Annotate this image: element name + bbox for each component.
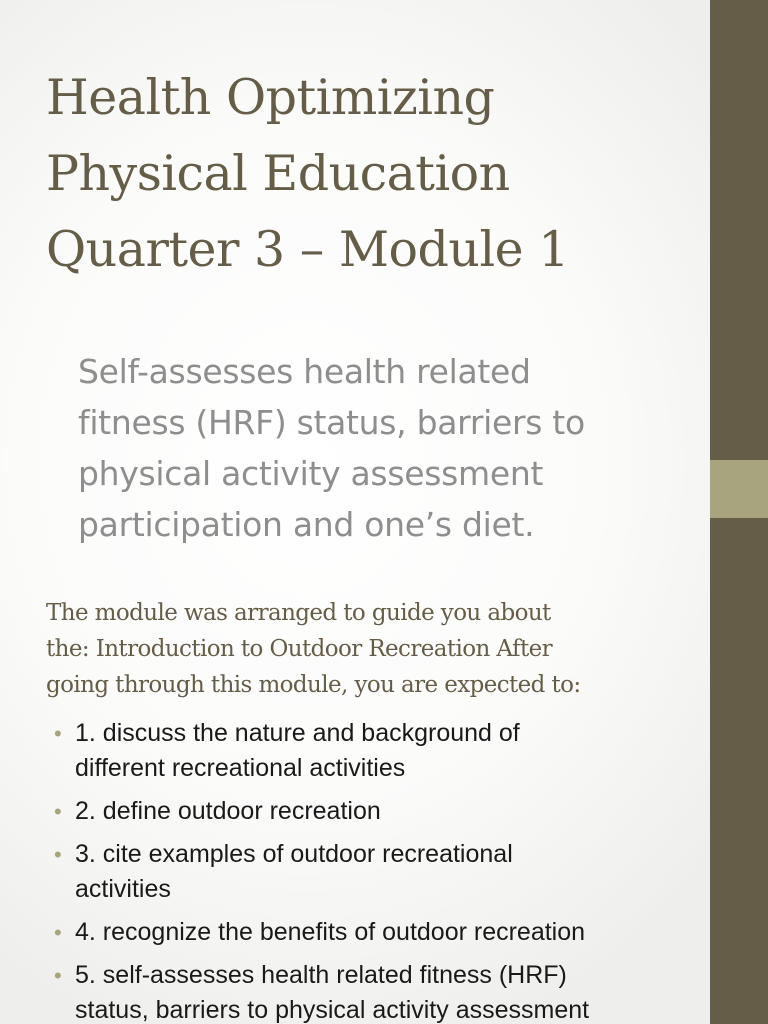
subtitle-line-2: fitness (HRF) status, barriers to bbox=[78, 403, 585, 442]
objective-line: different recreational activities bbox=[75, 754, 406, 782]
subtitle-line-4: participation and one’s diet. bbox=[78, 505, 535, 544]
objective-line: 4. recognize the benefits of outdoor recreation bbox=[75, 918, 586, 946]
objective-item bbox=[54, 837, 674, 907]
title-line-3: Quarter 3 – Module 1 bbox=[46, 221, 569, 278]
objective-line: 1. discuss the nature and background of bbox=[75, 719, 520, 747]
slide-subtitle bbox=[78, 346, 678, 550]
objective-line: activities bbox=[75, 875, 171, 903]
objective-line: 5. self-assesses health related fitness (HRF) bbox=[75, 961, 567, 989]
title-line-2: Physical Education bbox=[46, 145, 510, 202]
objective-item bbox=[54, 716, 674, 786]
subtitle-line-1: Self-assesses health related bbox=[78, 352, 531, 391]
bullet-icon: • bbox=[54, 721, 62, 746]
intro-paragraph bbox=[46, 595, 696, 703]
title-line-1: Health Optimizing bbox=[46, 69, 495, 126]
slide-title bbox=[46, 60, 686, 288]
intro-line-2: the: Introduction to Outdoor Recreation After bbox=[46, 636, 552, 662]
intro-line-1: The module was arranged to guide you about bbox=[46, 600, 551, 626]
side-accent-block bbox=[710, 460, 768, 518]
objective-item bbox=[54, 958, 674, 1024]
bullet-icon: • bbox=[54, 842, 62, 867]
bullet-icon: • bbox=[54, 799, 62, 824]
subtitle-line-3: physical activity assessment bbox=[78, 454, 544, 493]
objective-item bbox=[54, 915, 674, 950]
objective-line: status, barriers to physical activity assessment bbox=[75, 996, 590, 1024]
objective-line: 3. cite examples of outdoor recreational bbox=[75, 840, 513, 868]
objective-line: 2. define outdoor recreation bbox=[75, 797, 381, 825]
bullet-icon: • bbox=[54, 963, 62, 988]
objectives-list bbox=[54, 716, 674, 1024]
bullet-icon: • bbox=[54, 920, 62, 945]
objective-item bbox=[54, 794, 674, 829]
intro-line-3: going through this module, you are expected to: bbox=[46, 672, 581, 698]
